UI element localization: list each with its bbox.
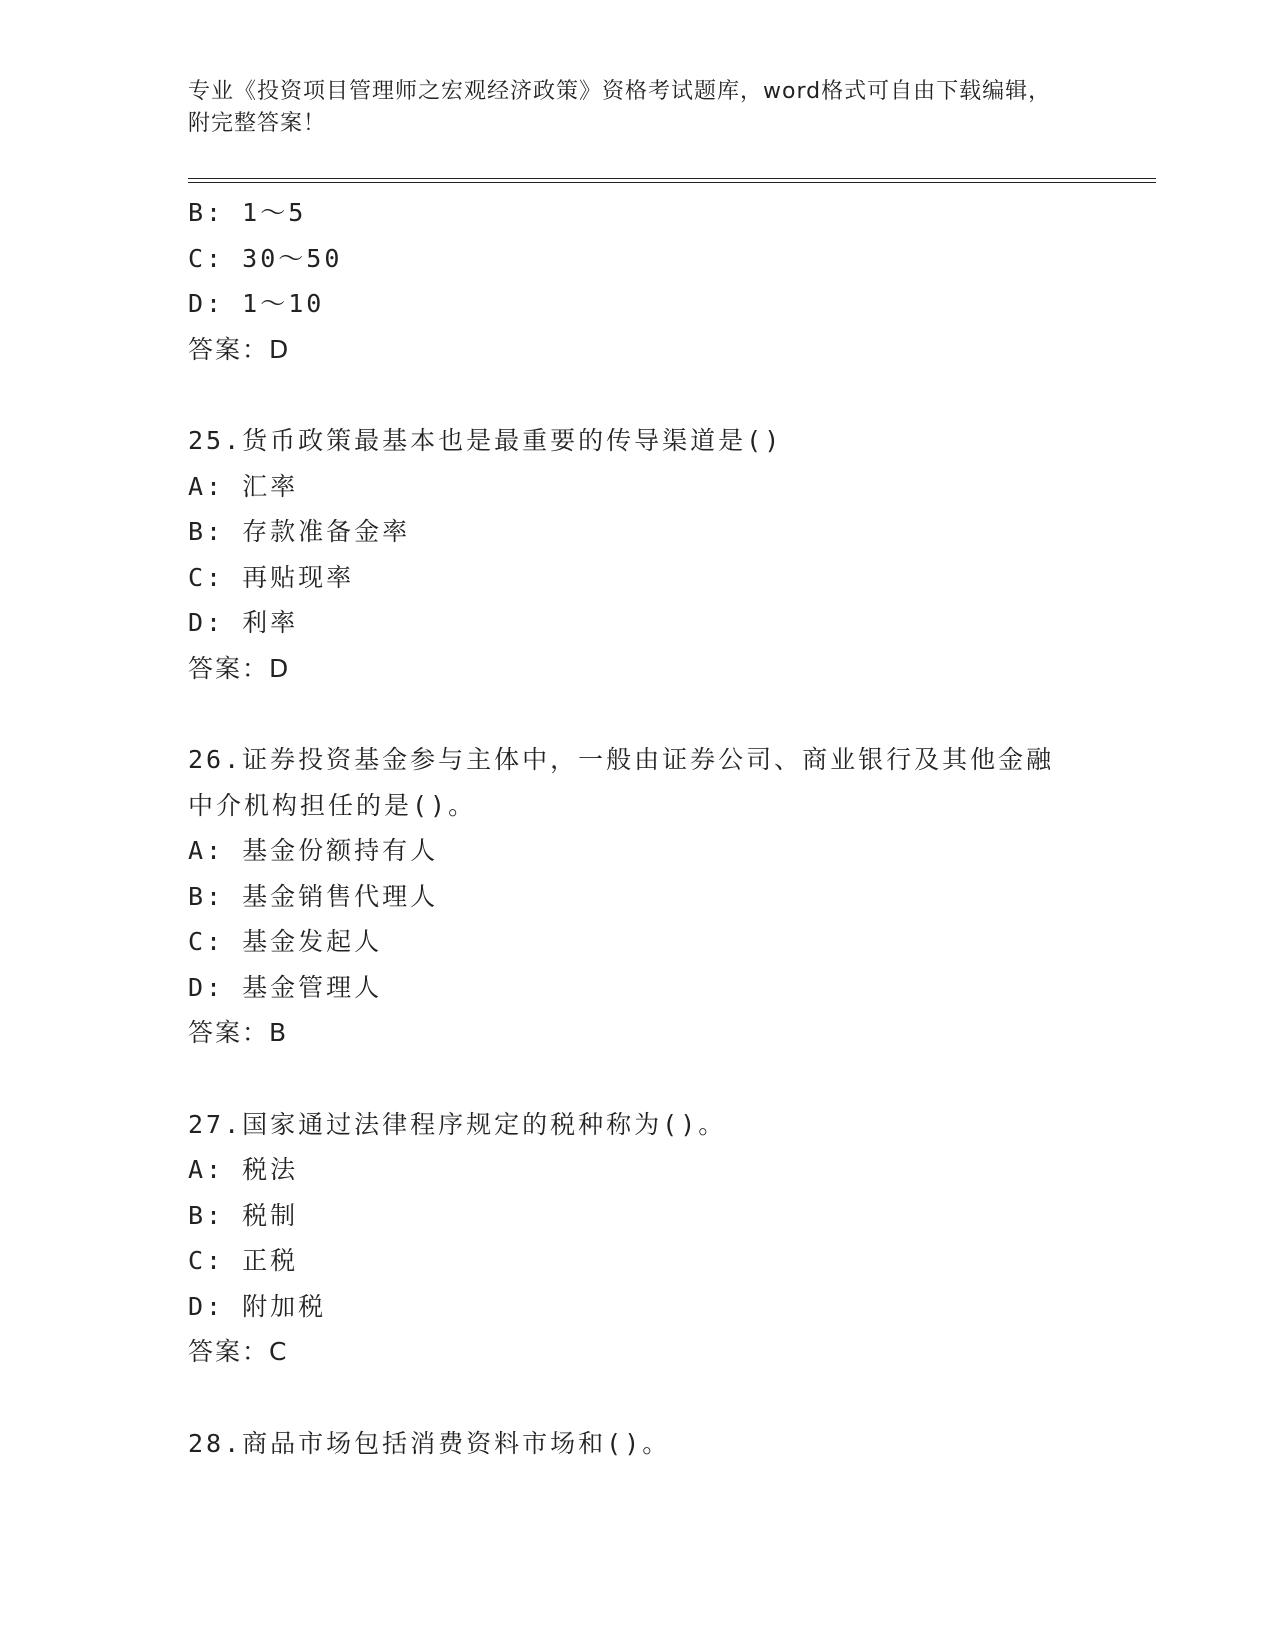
option-text: 1～5: [242, 198, 307, 227]
option-b: [188, 509, 1088, 555]
answer-line: 答案：B: [188, 1018, 289, 1047]
option-label: D:: [188, 608, 225, 637]
option-text: 1～10: [242, 289, 325, 318]
option-text: 基金份额持有人: [242, 836, 439, 865]
answer-line: 答案：D: [188, 334, 291, 364]
header-text: 专业《投资项目管理师之宏观经济政策》资格考试题库，word格式可自由下载编辑，附完整答案！: [188, 79, 1052, 136]
document-header: [188, 76, 1068, 140]
option-label: B:: [188, 881, 225, 911]
option-text: 存款准备金率: [242, 517, 411, 546]
option-text: 税制: [242, 1200, 299, 1230]
option-text: 附加税: [242, 1291, 327, 1321]
option-text: 利率: [242, 608, 299, 637]
option-label: C:: [188, 562, 225, 592]
spacer: [188, 1375, 1088, 1421]
option-b: [188, 874, 1088, 920]
question-block: [188, 418, 1088, 691]
option-d: [188, 281, 1088, 327]
option-label: A:: [188, 471, 225, 501]
option-label: D:: [188, 1291, 225, 1321]
option-label: A:: [188, 836, 225, 865]
option-label: D:: [188, 972, 225, 1002]
spacer: [188, 1056, 1088, 1102]
option-text: 汇率: [242, 471, 299, 501]
option-c: [188, 1238, 1088, 1284]
option-label: B:: [188, 1200, 225, 1230]
question-stem-continued: 中介机构担任的是()。: [188, 790, 477, 820]
option-c: [188, 236, 1088, 282]
option-text: 再贴现率: [242, 562, 355, 592]
option-d: [188, 600, 1088, 646]
question-stem: 25.货币政策最基本也是最重要的传导渠道是(): [188, 426, 783, 455]
option-c: [188, 555, 1088, 601]
question-block: [188, 190, 1088, 372]
spacer: [188, 691, 1088, 737]
question-block: [188, 737, 1088, 1056]
option-b: [188, 190, 1088, 236]
option-label: B:: [188, 517, 225, 546]
option-label: B:: [188, 198, 225, 227]
option-text: 基金管理人: [242, 972, 383, 1002]
spacer: [188, 372, 1088, 418]
option-label: A:: [188, 1155, 225, 1184]
option-text: 基金销售代理人: [242, 881, 439, 911]
option-a: [188, 1147, 1088, 1193]
option-d: [188, 965, 1088, 1011]
option-text: 基金发起人: [242, 927, 383, 956]
option-text: 30～50: [242, 243, 343, 273]
option-a: [188, 464, 1088, 510]
answer-line: 答案：D: [188, 653, 291, 683]
question-stem: 26.证券投资基金参与主体中，一般由证券公司、商业银行及其他金融: [188, 745, 1055, 774]
question-block: [188, 1421, 1088, 1467]
question-stem: 28.商品市场包括消费资料市场和()。: [188, 1428, 671, 1458]
header-divider: [188, 178, 1156, 183]
option-c: [188, 919, 1088, 965]
question-block: [188, 1102, 1088, 1375]
question-stem: 27.国家通过法律程序规定的税种称为()。: [188, 1109, 727, 1139]
option-label: C:: [188, 1246, 225, 1275]
option-label: D:: [188, 289, 225, 318]
option-label: C:: [188, 243, 225, 273]
question-list: [188, 190, 1088, 1466]
option-d: [188, 1284, 1088, 1330]
option-label: C:: [188, 927, 225, 956]
option-b: [188, 1193, 1088, 1239]
option-text: 正税: [242, 1246, 299, 1275]
option-a: [188, 828, 1088, 874]
option-text: 税法: [242, 1155, 299, 1184]
answer-line: 答案：C: [188, 1337, 289, 1366]
